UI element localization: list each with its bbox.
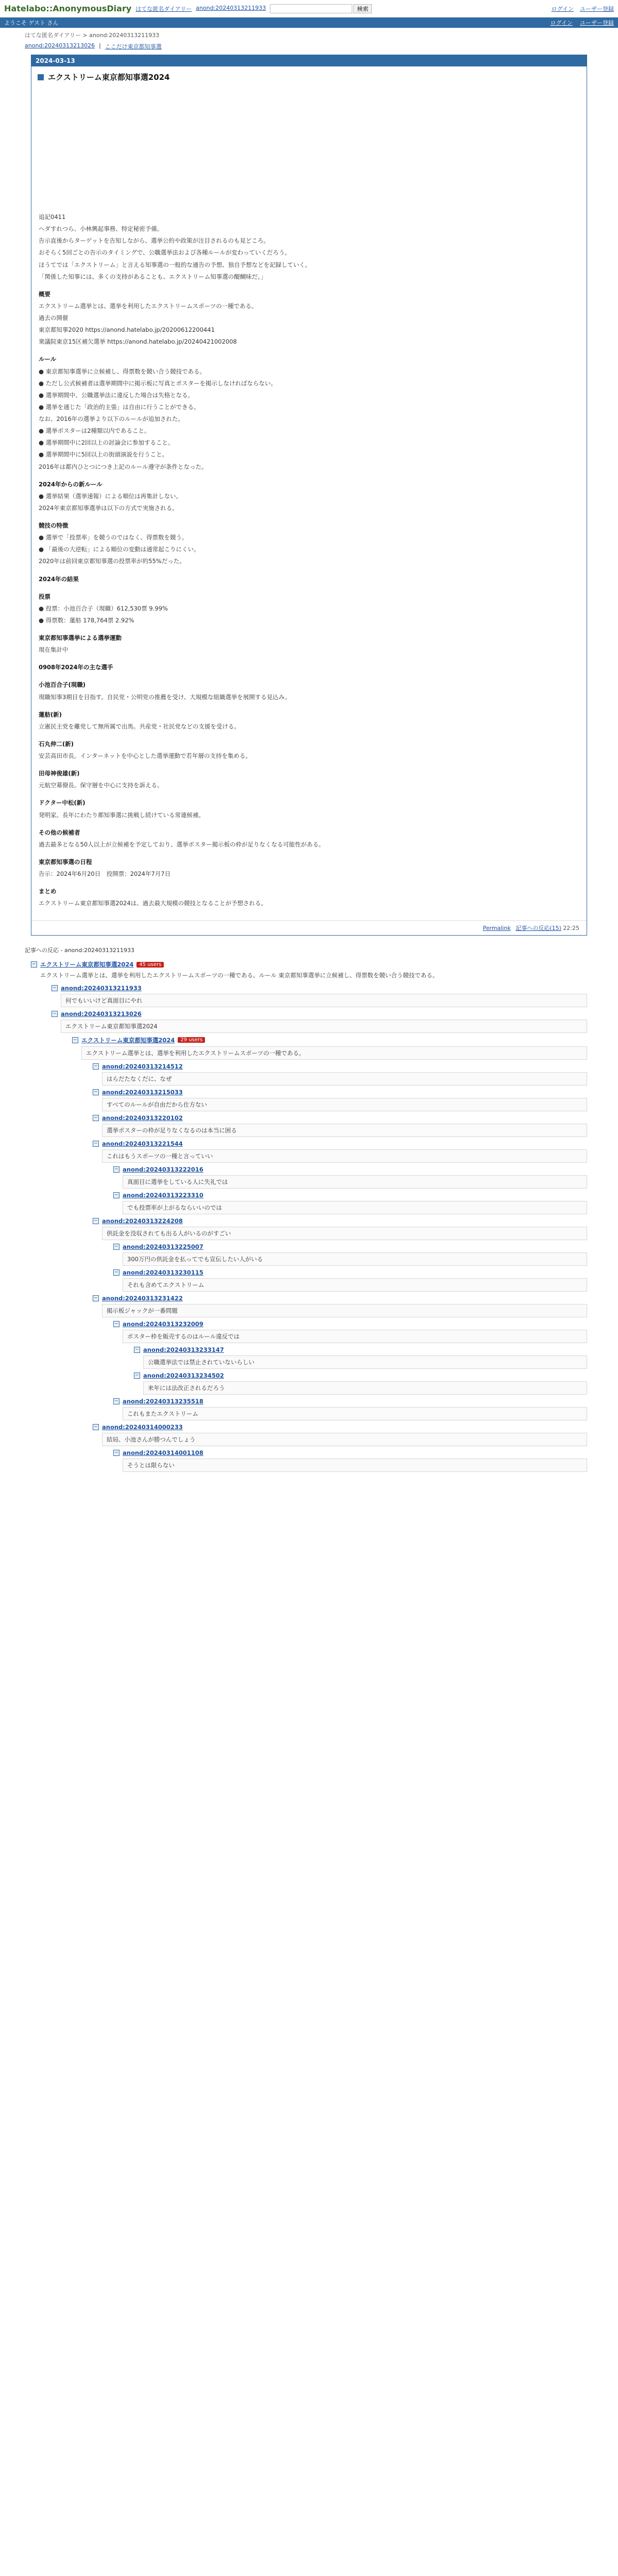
- thread-item-title[interactable]: anond:20240313234502: [143, 1371, 224, 1379]
- thread-item-header: [93, 1423, 587, 1431]
- article-title-row: [31, 66, 587, 88]
- collapse-toggle-icon[interactable]: −: [93, 1089, 98, 1095]
- thread-item: [93, 1295, 587, 1317]
- thread-item: [113, 1192, 587, 1214]
- section-heading: 蓮舫(新): [39, 710, 62, 718]
- thread-item-header: [93, 1063, 587, 1070]
- thread-item: [93, 1063, 587, 1086]
- paragraph: 衆議院東京15区補欠選挙 https://anond.hatelabo.jp/20240421002008: [39, 338, 237, 346]
- paragraph: エクストリーム東京都知事選2024は、過去最大規模の競技となることが予想される。: [39, 900, 267, 907]
- paragraph: なお、2016年の選挙より以下のルールが追加された。: [39, 415, 184, 422]
- welcome-text: ようこそ ゲスト さん: [4, 20, 59, 26]
- collapse-toggle-icon[interactable]: −: [114, 1269, 119, 1275]
- thread-item-title[interactable]: anond:20240313221544: [102, 1140, 183, 1147]
- thread-item-title[interactable]: anond:20240313211933: [61, 984, 142, 992]
- nav-link-entry[interactable]: anond:20240313211933: [196, 4, 266, 11]
- section-heading: 投票: [39, 592, 50, 600]
- paragraph: 元航空幕僚長。保守層を中心に支持を訴える。: [39, 782, 163, 789]
- section-heading: 東京都知事選挙による選挙運動: [39, 634, 122, 641]
- thread-item-header: [93, 1114, 587, 1122]
- collapse-toggle-icon[interactable]: −: [93, 1217, 98, 1224]
- thread-item: [134, 1346, 587, 1369]
- thread-item: [72, 1036, 587, 1060]
- thread-item-title[interactable]: anond:20240313223310: [123, 1191, 203, 1199]
- bookmark-count-badge[interactable]: 45 users: [136, 962, 164, 968]
- topbar-right-links: [552, 5, 614, 13]
- welcome-bar-links: [551, 19, 614, 27]
- breadcrumb: はてな匿名ダイアリー > anond:20240313211933: [25, 32, 160, 39]
- thread-item-title[interactable]: anond:20240313213026: [61, 1010, 142, 1018]
- paragraph: おそらく5回ごとの告示のタイミングで、公職選挙法および各種ルールが変わっていくだろう。: [39, 249, 291, 257]
- diary-article: [31, 55, 587, 936]
- welcome-bar: [0, 18, 618, 28]
- thread-item: [113, 1398, 587, 1420]
- thread-item: [113, 1269, 587, 1292]
- collapse-toggle-icon[interactable]: −: [134, 1372, 140, 1378]
- collapse-toggle-icon[interactable]: −: [134, 1346, 140, 1352]
- paragraph: 告示：2024年6月20日 投開票：2024年7月7日: [39, 870, 171, 877]
- thread-item-header: [31, 960, 587, 969]
- thread-item-title[interactable]: anond:20240313225007: [123, 1243, 203, 1250]
- thread-item-header: [113, 1269, 587, 1276]
- thread-item-text: そうとは限らない: [123, 1459, 587, 1472]
- paragraph: ● 選挙期間中、公職選挙法に違反した場合は失格となる。: [39, 391, 194, 399]
- thread-item-text: 真面目に選挙をしている人に失礼では: [123, 1175, 587, 1189]
- thread-item-header: [134, 1346, 587, 1353]
- login-link[interactable]: ログイン: [551, 5, 574, 12]
- thread-item: [93, 1140, 587, 1163]
- thread-item-text: すべてのルールが自由だから仕方ない: [102, 1098, 587, 1111]
- collapse-toggle-icon[interactable]: −: [52, 1010, 57, 1016]
- thread-item: [52, 1010, 587, 1033]
- thread-item-text: 結局、小池さんが勝つんでしょう: [102, 1433, 587, 1446]
- collapse-toggle-icon[interactable]: −: [52, 985, 57, 991]
- section-heading: 競技の特徴: [39, 522, 68, 529]
- thread-item-title[interactable]: エクストリーム東京都知事選2024: [81, 1036, 175, 1044]
- thread-item: [113, 1449, 587, 1472]
- reactions-link[interactable]: 記事への反応(15): [516, 925, 561, 932]
- section-heading: ルール: [39, 355, 57, 363]
- thread-item-header: [93, 1217, 587, 1225]
- thread-item-text: でも投票率が上がるならいいのでは: [123, 1201, 587, 1214]
- section-heading: 東京都知事選の日程: [39, 858, 92, 866]
- paragraph: ● 選挙で「投票率」を競うのではなく、得票数を競う。: [39, 534, 188, 541]
- thread-item-header: [93, 1140, 587, 1147]
- collapse-toggle-icon[interactable]: −: [114, 1449, 119, 1455]
- section-heading: 0908年2024年の主な選手: [39, 664, 113, 671]
- paragraph: 安芸高田市長。インターネットを中心とした選挙運動で若年層の支持を集める。: [39, 752, 251, 759]
- section-heading: 小池百合子(現職): [39, 681, 86, 689]
- paragraph: ● 選挙期間中に5回以上の街頭演説を行うこと。: [39, 451, 168, 459]
- thread-item: [52, 985, 587, 1007]
- thread-item-header: [113, 1398, 587, 1405]
- search-input[interactable]: [270, 4, 352, 13]
- article-title[interactable]: エクストリーム東京都知事選2024: [48, 73, 170, 82]
- collapse-toggle-icon[interactable]: −: [93, 1140, 98, 1146]
- thread-item-text: 何でもいいけど真面目にやれ: [61, 994, 587, 1007]
- thread-item-title[interactable]: anond:20240313215033: [102, 1088, 183, 1096]
- thread-item-title[interactable]: anond:20240314001108: [123, 1449, 203, 1456]
- collapse-toggle-icon[interactable]: −: [73, 1037, 78, 1043]
- thread-item: [113, 1243, 587, 1266]
- collapse-toggle-icon[interactable]: −: [93, 1423, 98, 1430]
- paragraph: ● 投票：小池百合子（現職）612,530票 9.99%: [39, 604, 168, 612]
- collapse-toggle-icon[interactable]: −: [114, 1243, 119, 1249]
- thread-item-text: 300万円の供託金を払ってでも宣伝したい人がいる: [123, 1252, 587, 1266]
- welcome-login-link[interactable]: ログイン: [550, 20, 573, 26]
- thread-item-header: [52, 1010, 587, 1018]
- thread-item-header: [113, 1320, 587, 1328]
- paragraph: 2016年は都内ひとつにつき上記のルール遵守が条件となった。: [39, 463, 208, 470]
- reactions-heading: 記事への反応 - anond:20240313211933: [25, 947, 135, 954]
- collapse-toggle-icon[interactable]: −: [93, 1114, 98, 1121]
- thread-item: [93, 1217, 587, 1240]
- paragraph: 東京都知事2020 https://anond.hatelabo.jp/20200612200441: [39, 326, 215, 334]
- search-button[interactable]: 検索: [353, 4, 372, 13]
- thread-item: [134, 1372, 587, 1395]
- paragraph: 追記0411: [39, 213, 66, 221]
- related-links: anond:20240313213026 | ここだけ東京都知事選: [25, 42, 162, 50]
- permalink-link[interactable]: Permalink: [483, 925, 511, 932]
- collapse-toggle-icon[interactable]: −: [93, 1063, 98, 1069]
- site-logo[interactable]: Hatelabo::AnonymousDiary: [4, 4, 132, 13]
- thread-item-header: [72, 1036, 587, 1044]
- thread-item-title[interactable]: anond:20240313235518: [123, 1397, 203, 1405]
- thread-item-title[interactable]: anond:20240313222016: [123, 1165, 203, 1173]
- thread-item-text: これはもうスポーツの一種と言っていい: [102, 1149, 587, 1163]
- reactions-thread: [31, 960, 587, 1471]
- thread-item-title[interactable]: anond:20240313233147: [143, 1346, 224, 1353]
- paragraph: 発明家。長年にわたり都知事選に挑戦し続けている常連候補。: [39, 811, 204, 819]
- thread-item-text: 選挙ポスターの枠が足りなくなるのは本当に困る: [102, 1124, 587, 1137]
- section-heading: その他の候補者: [39, 828, 80, 836]
- section-heading: 石丸伸二(新): [39, 740, 74, 748]
- thread-item: [113, 1166, 587, 1189]
- paragraph: 立憲民主党を離党して無所属で出馬。共産党・社民党などの支援を受ける。: [39, 722, 240, 730]
- thread-item: [113, 1320, 587, 1343]
- section-heading: まとめ: [39, 888, 57, 895]
- thread-item-text: これもまたエクストリーム: [123, 1407, 587, 1420]
- thread-item-title[interactable]: anond:20240313224208: [102, 1217, 183, 1225]
- paragraph: 現在集計中: [39, 646, 68, 654]
- thread-item-header: [113, 1192, 587, 1199]
- article-blank-area: [31, 88, 587, 206]
- paragraph: ほうてでは「エクストリーム」と言える知事選の一般的な通告の予想、独自予想などを記録していく。: [39, 261, 311, 268]
- thread-item-title[interactable]: anond:20240313230115: [123, 1268, 203, 1276]
- collapse-toggle-icon[interactable]: −: [31, 961, 37, 968]
- thread-item-text: ポスター枠を販売するのはルール違反では: [123, 1330, 587, 1343]
- paragraph: 「関係した知事には、多くの支持があることも、エクストリーム知事選の醍醐味だ。」: [39, 273, 267, 280]
- thread-item-title[interactable]: anond:20240313231422: [102, 1294, 183, 1302]
- collapse-toggle-icon[interactable]: −: [114, 1398, 119, 1404]
- article-body: [31, 206, 587, 920]
- thread-item-header: [113, 1166, 587, 1173]
- paragraph: ● 得票数：蓮舫 178,764票 2.92%: [39, 616, 134, 624]
- thread-item-text: 来年には法改正されるだろう: [143, 1381, 587, 1395]
- collapse-toggle-icon[interactable]: −: [93, 1295, 98, 1301]
- thread-item-header: [93, 1295, 587, 1302]
- section-heading: ドクター中松(新): [39, 799, 85, 807]
- top-nav: [135, 5, 266, 13]
- paragraph: ● 選挙ポスターは2種類以内であること。: [39, 427, 150, 435]
- thread-item-header: [52, 985, 587, 992]
- thread-item-text: エクストリーム選挙とは、選挙を利用したエクストリームスポーツの一種である。: [81, 1046, 587, 1060]
- collapse-toggle-icon[interactable]: −: [114, 1192, 119, 1198]
- thread-item-text: はらだたなくだに、なぜ: [102, 1072, 587, 1086]
- related-link-topic[interactable]: ここだけ東京都知事選: [105, 43, 162, 50]
- nav-link-anonymous-diary[interactable]: はてな匿名ダイアリー: [135, 5, 192, 12]
- square-bullet-icon: [38, 74, 44, 80]
- top-bar: [0, 0, 618, 18]
- paragraph: ● 東京都知事選挙に立候補し、得票数を競い合う競技である。: [39, 367, 206, 375]
- related-link-prev[interactable]: anond:20240313213026: [25, 42, 95, 49]
- paragraph: 告示直後からターゲットを告知しながら、選挙公約や政策が注目されるのも見どころ。: [39, 237, 270, 245]
- thread-item-title[interactable]: anond:20240313232009: [123, 1320, 203, 1328]
- thread-item-title[interactable]: anond:20240313214512: [102, 1062, 183, 1070]
- paragraph: 過去の開催: [39, 314, 68, 321]
- welcome-signup-link[interactable]: ユーザー登録: [580, 20, 614, 26]
- paragraph: ● 選挙結果（選挙速報）による順位は再集計しない。: [39, 492, 182, 500]
- section-heading: 2024年からの新ルール: [39, 480, 102, 488]
- paragraph: ● 「最後の大逆転」による順位の変動は通常起こりにくい。: [39, 546, 200, 553]
- paragraph: ● 選挙を通じた「政治的主張」は自由に行うことができる。: [39, 403, 200, 411]
- bookmark-count-badge[interactable]: 29 users: [178, 1037, 205, 1043]
- thread-item: [93, 1114, 587, 1137]
- thread-item-header: [134, 1372, 587, 1379]
- thread-item-text: 公職選挙法では禁止されていないらしい: [143, 1355, 587, 1369]
- signup-link[interactable]: ユーザー登録: [580, 5, 614, 12]
- collapse-toggle-icon[interactable]: −: [114, 1320, 119, 1327]
- section-heading: 概要: [39, 290, 50, 298]
- collapse-toggle-icon[interactable]: −: [114, 1166, 119, 1172]
- thread-item-text: それも含めてエクストリーム: [123, 1278, 587, 1292]
- thread-item-header: [113, 1449, 587, 1456]
- paragraph: エクストリーム選挙とは、選挙を利用したエクストリームスポーツの一種である。: [39, 302, 258, 310]
- thread-item-title[interactable]: anond:20240314000233: [102, 1423, 183, 1431]
- thread-item-text: エクストリーム選挙とは、選挙を利用したエクストリームスポーツの一種である。ルール 東京都知事選挙に立候補し、得票数を競い合う競技である。: [40, 972, 439, 979]
- thread-item-title[interactable]: エクストリーム東京都知事選2024: [40, 961, 134, 969]
- thread-item-text: 供託金を没収されても出る人がいるのがすごい: [102, 1227, 587, 1240]
- paragraph: 過去最多となる50人以上が立候補を予定しており、選挙ポスター掲示板の枠が足りなくなる可能性がある。: [39, 840, 325, 848]
- paragraph: ヘダすれつら、小林興起事務、特定秘密予備。: [39, 225, 163, 233]
- thread-item: [93, 1423, 587, 1446]
- paragraph: 2024年東京都知事選挙は以下の方式で実施される。: [39, 504, 178, 512]
- paragraph: ● 選挙期間中に2回以上の討論会に参加すること。: [39, 439, 174, 447]
- thread-item: [93, 1089, 587, 1111]
- thread-item-text: 掲示板ジャックが一番問題: [102, 1304, 587, 1317]
- thread-item-title[interactable]: anond:20240313220102: [102, 1114, 183, 1122]
- paragraph: ● ただし公式候補者は選挙期間中に掲示板に写真とポスターを掲示しなければならない。: [39, 379, 277, 387]
- section-heading: 2024年の結果: [39, 575, 79, 583]
- thread-item-header: [93, 1089, 587, 1096]
- article-footer: [31, 920, 587, 935]
- article-date: 2024-03-13: [31, 55, 587, 66]
- section-heading: 田母神俊雄(新): [39, 770, 80, 777]
- paragraph: 2020年は前回東京都知事選の投票率が約55%だった。: [39, 557, 185, 565]
- paragraph: 現職知事3期目を目指す。自民党・公明党の推薦を受け、大規模な組織選挙を展開する見込み。: [39, 693, 291, 701]
- thread-item: [31, 960, 587, 981]
- thread-item-text: エクストリーム東京都知事選2024: [61, 1020, 587, 1033]
- post-time: 22:25: [563, 925, 579, 932]
- thread-item-header: [113, 1243, 587, 1250]
